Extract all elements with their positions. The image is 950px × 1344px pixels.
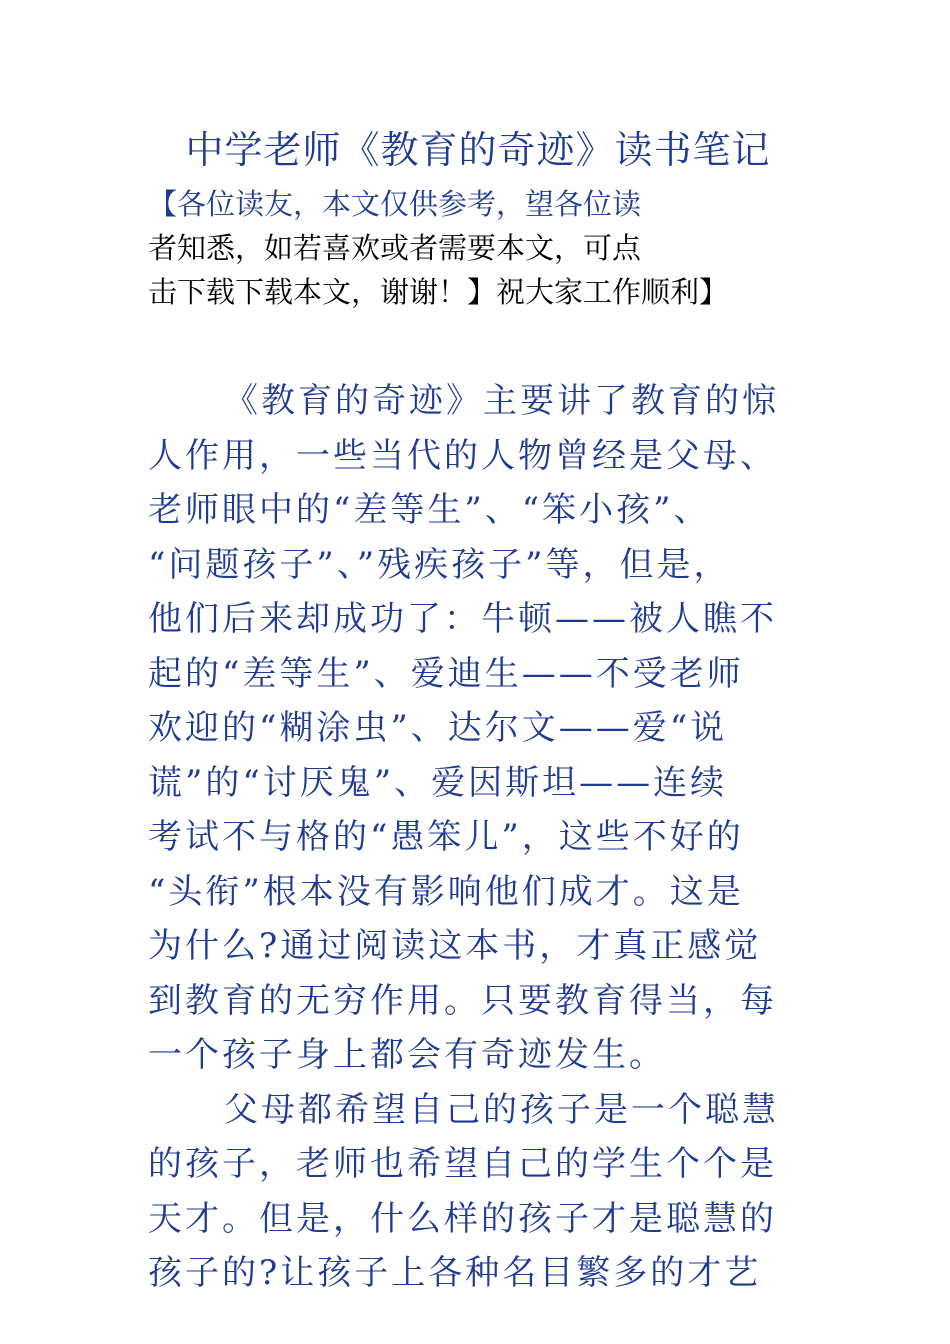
paragraph-2-line-4: 孩子的?让孩子上各种名目繁多的才艺 [148, 1253, 762, 1293]
paragraph-1-line-13: 一个孩子身上都会有奇迹发生。 [148, 1035, 666, 1075]
paragraph-1-line-5: 他们后来却成功了：牛顿——被人瞧不 [148, 599, 777, 639]
paragraph-1-line-3: 老师眼中的“差等生”、“笨小孩”、 [148, 490, 711, 530]
paragraph-1-line-11: 为什么?通过阅读这本书，才真正感觉 [148, 926, 762, 966]
paragraph-2-line-1: 父母都希望自己的孩子是一个聪慧 [224, 1089, 779, 1130]
notice-line-1: 【各位读友，本文仅供参考，望各位读 [148, 187, 642, 221]
reader-notice [148, 182, 808, 314]
paragraph-1-line-6: 起的“差等生”、爱迪生——不受老师 [148, 653, 744, 694]
paragraph-1-line-1: 《教育的奇迹》主要讲了教育的惊 [224, 381, 779, 421]
paragraph-2-line-2: 的孩子，老师也希望自己的学生个个是 [148, 1144, 777, 1184]
paragraph-1-line-10: “头衔”根本没有影响他们成才。这是 [148, 871, 744, 912]
paragraph-2-line-3: 天才。但是，什么样的孩子才是聪慧的 [148, 1198, 777, 1239]
paragraph-1-line-2: 人作用，一些当代的人物曾经是父母、 [148, 435, 777, 476]
paragraph-1-line-7: 欢迎的“糊涂虫”、达尔文——爱“说 [148, 708, 728, 748]
paragraph-1-line-9: 考试不与格的“愚笨儿”，这些不好的 [148, 817, 744, 857]
notice-line-3 [148, 270, 808, 314]
paragraph-1-line-8: 谎”的“讨厌鬼”、爱因斯坦——连续 [148, 762, 728, 803]
paragraph-1-line-4: “问题孩子”、”残疾孩子”等，但是， [148, 544, 731, 585]
article-body [148, 374, 828, 1301]
notice-line-2: 者知悉，如若喜欢或者需要本文，可点 [148, 231, 642, 265]
notice-line-3-part-2: 祝大家工作顺利】 [496, 275, 729, 309]
notice-line-3-part-1: 击下载下载本文，谢谢！】 [148, 275, 497, 309]
paragraph-1-line-12: 到教育的无穷作用。只要教育得当，每 [148, 980, 777, 1021]
document-title: 中学老师《教育的奇迹》读书笔记 [185, 128, 771, 172]
